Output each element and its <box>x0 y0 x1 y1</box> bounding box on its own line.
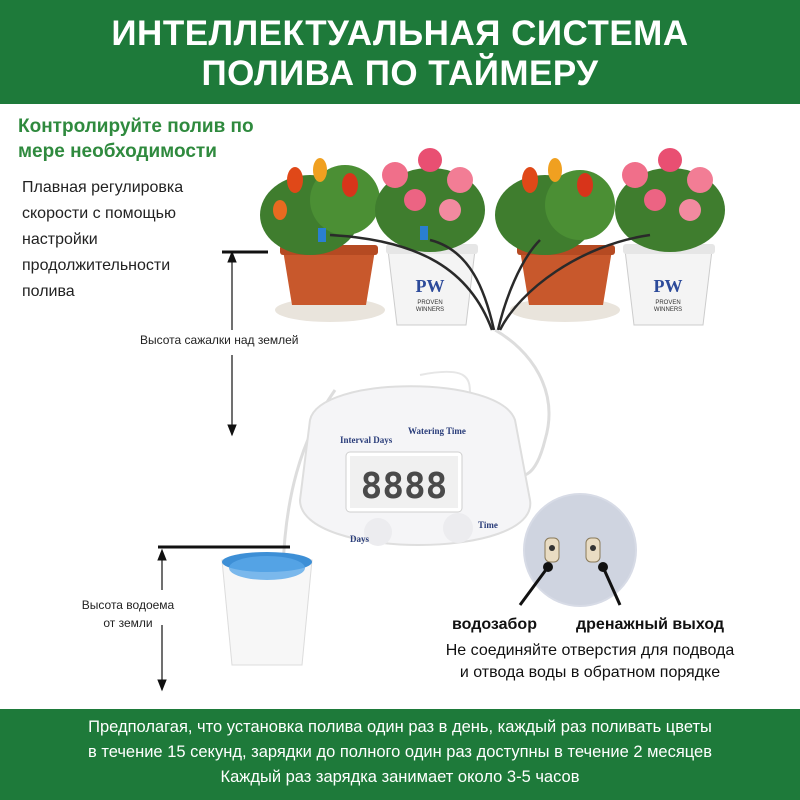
page-title-line2: ПОЛИВА ПО ТАЙМЕРУ <box>201 54 599 93</box>
svg-text:PW: PW <box>653 276 683 296</box>
terracotta-pot <box>283 250 375 305</box>
reservoir-height-line1: Высота водоема <box>81 598 175 612</box>
subtitle-line2: мере необходимости <box>18 141 217 162</box>
days-button-label: Days <box>350 534 370 544</box>
description-line3: настройки <box>22 231 98 248</box>
terracotta-pot <box>520 250 612 305</box>
svg-text:PROVEN: PROVEN <box>417 300 443 306</box>
drain-label: дренажный выход <box>576 616 725 633</box>
flower-pots <box>275 244 715 325</box>
intake-label: водозабор <box>452 616 537 633</box>
description-line5: полива <box>22 283 75 300</box>
port-closeup <box>520 493 637 607</box>
svg-text:WINNERS: WINNERS <box>415 307 445 313</box>
subtitle-line1: Контролируйте полив по <box>18 116 254 137</box>
page-title-line1: ИНТЕЛЛЕКТУАЛЬНАЯ СИСТЕМА <box>111 14 689 53</box>
watering-time-label: Watering Time <box>408 426 466 436</box>
reservoir-height-label <box>70 596 186 632</box>
footer-line1: Предполагая, что установка полива один раз в день, каждый раз поливать цветы <box>88 718 712 736</box>
description-line4: продолжительности <box>22 257 171 274</box>
warning-line2: и отвода воды в обратном порядке <box>459 664 721 681</box>
svg-text:PROVEN: PROVEN <box>655 300 681 306</box>
footer-banner <box>0 709 800 800</box>
interval-days-label: Interval Days <box>340 435 393 445</box>
description-line2: скорости с помощью <box>22 205 176 222</box>
warning-note <box>400 640 780 684</box>
description-line1: Плавная регулировка <box>22 179 184 196</box>
footer-line3: Каждый раз зарядка занимает около 3-5 часов <box>220 768 580 786</box>
warning-line1: Не соединяйте отверстия для подвода <box>445 642 735 659</box>
time-button-label: Time <box>478 520 498 530</box>
reservoir-height-line2: от земли <box>103 616 153 630</box>
planter-height-label: Высота сажалки над землей <box>140 333 299 347</box>
water-reservoir <box>222 552 312 665</box>
svg-text:PW: PW <box>415 276 445 296</box>
time-button-shape[interactable] <box>443 513 473 543</box>
footer-line2: в течение 15 секунд, зарядки до полного один раз доступны в течение 2 месяцев <box>87 743 713 761</box>
svg-text:WINNERS: WINNERS <box>653 307 683 313</box>
digital-display: 8888 <box>360 466 448 507</box>
